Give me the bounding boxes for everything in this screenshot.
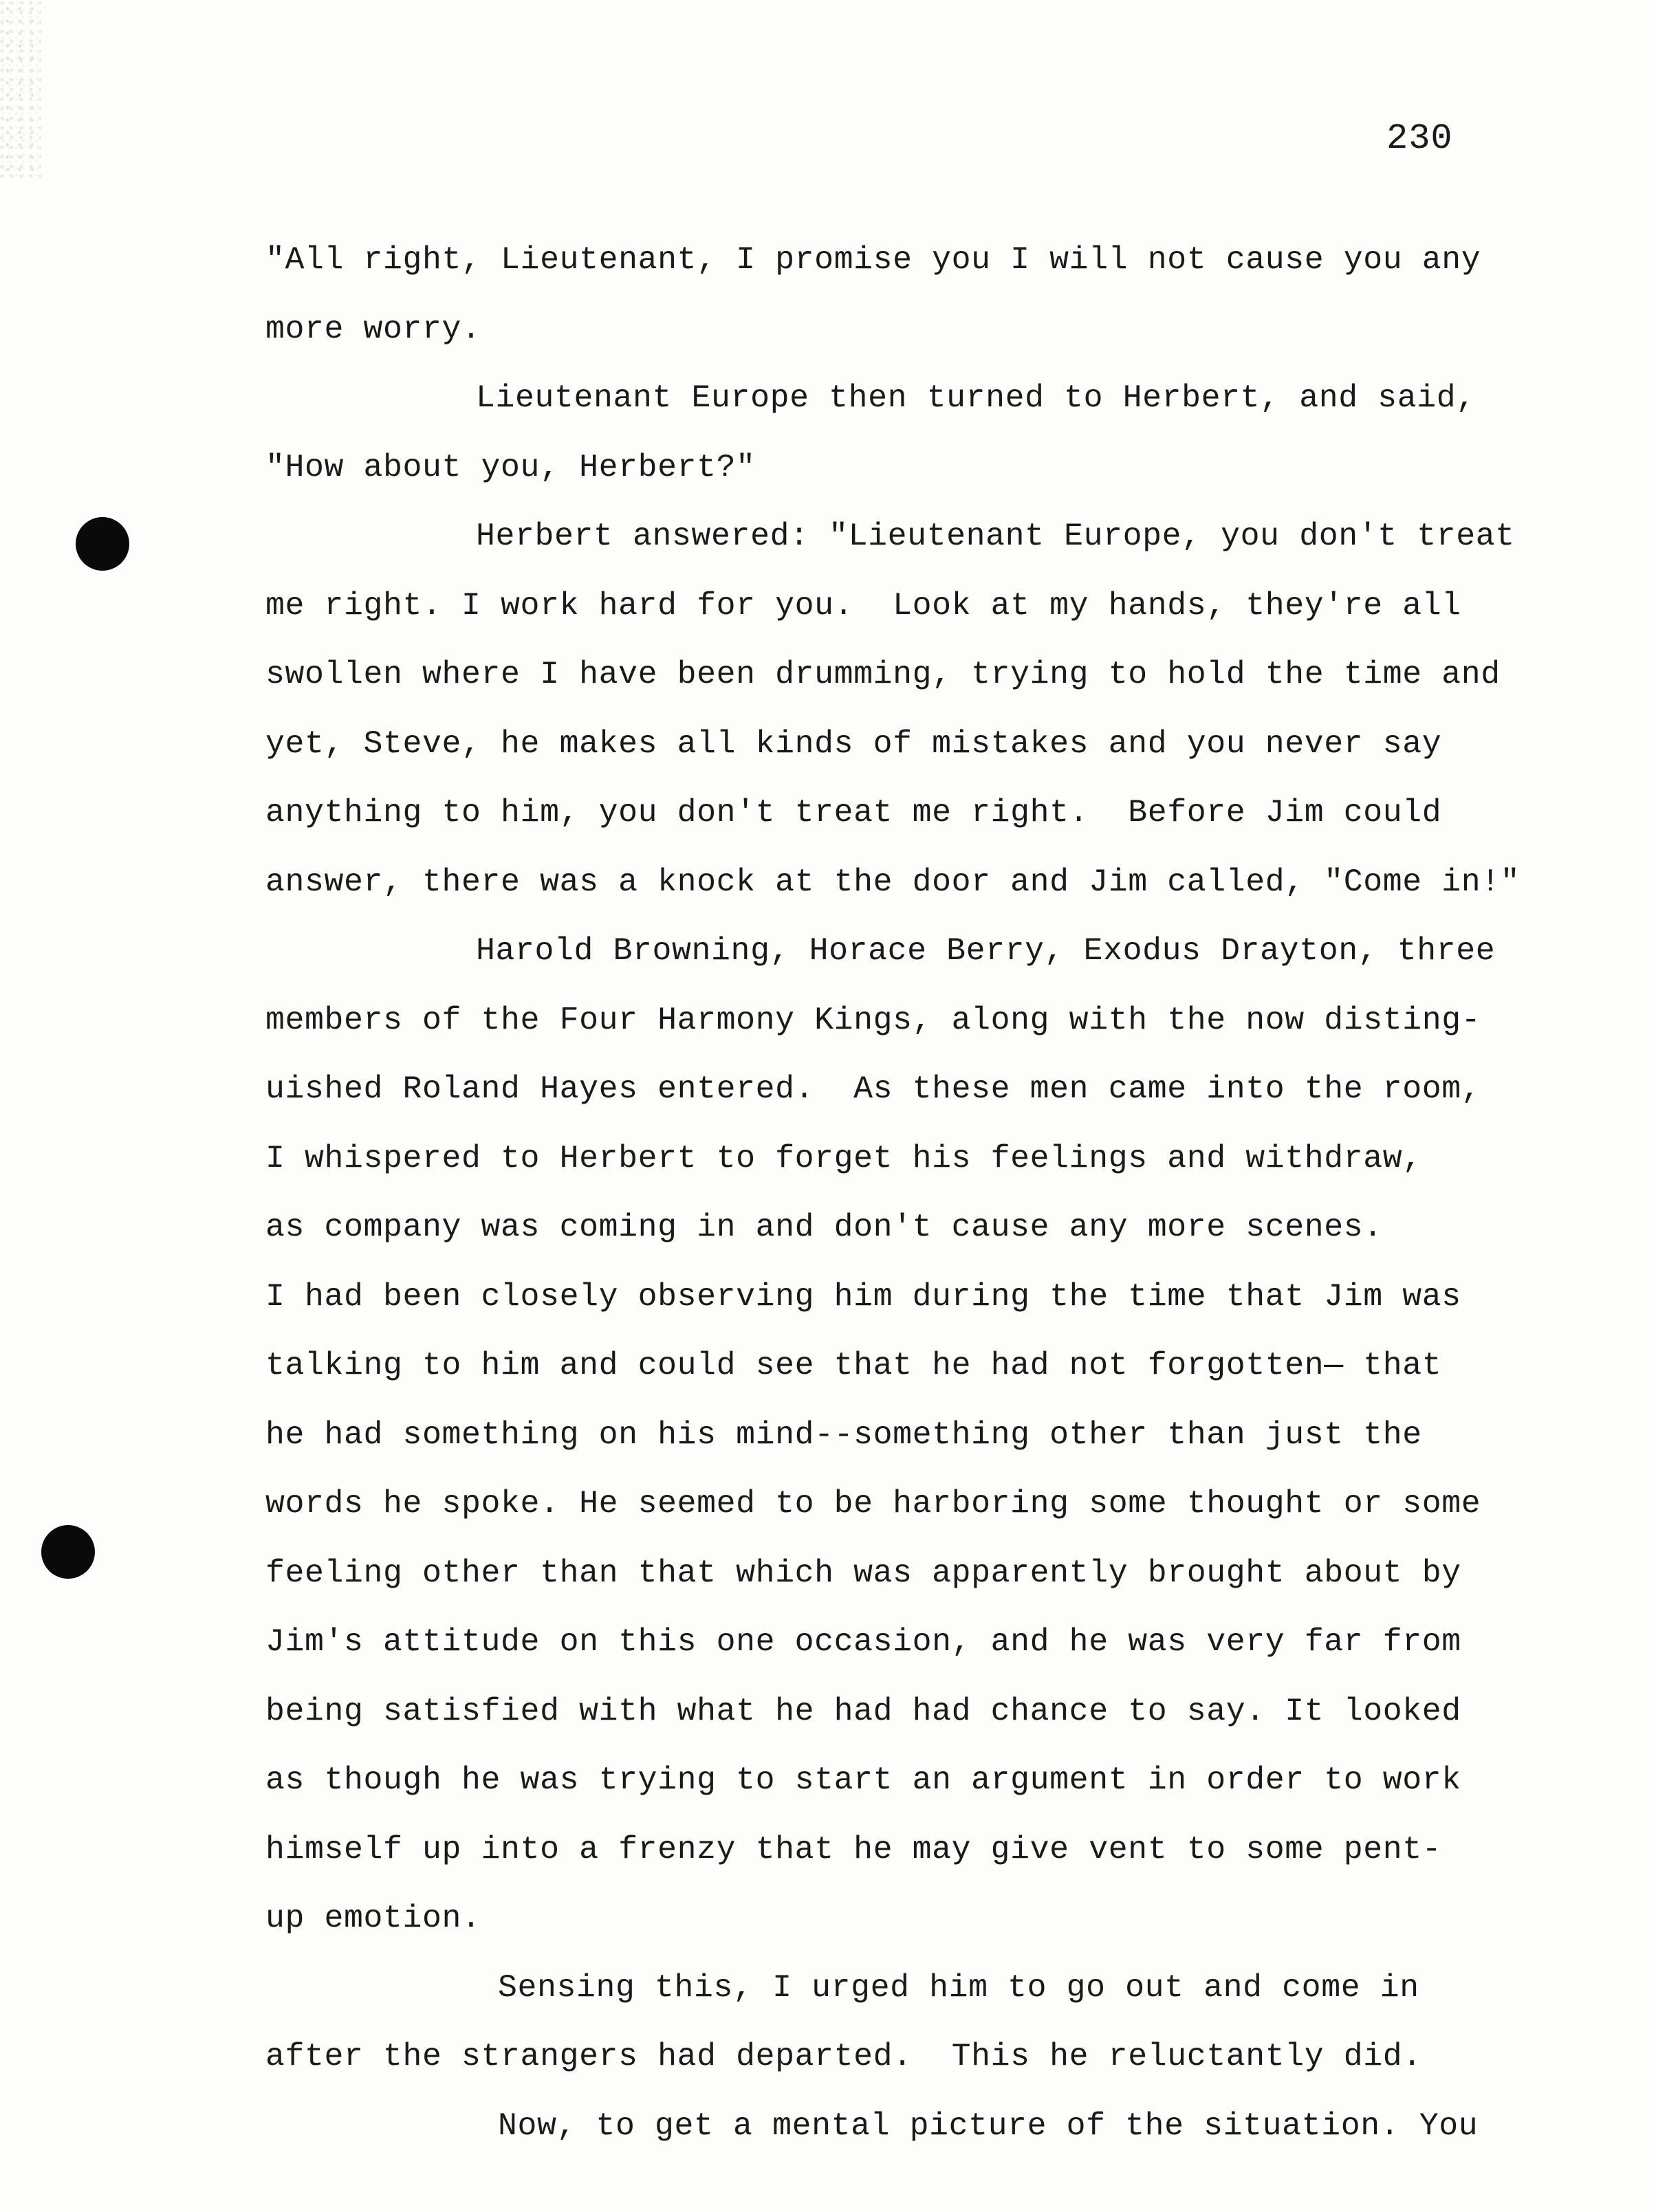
text-line: words he spoke. He seemed to be harboring some thought or some xyxy=(265,1485,1481,1522)
text-line: Herbert answered: "Lieutenant Europe, you don't treat xyxy=(476,518,1515,554)
text-line: "All right, Lieutenant, I promise you I will not cause you any xyxy=(265,241,1481,278)
punch-hole-top xyxy=(76,517,129,571)
text-line: being satisfied with what he had had chance to say. It looked xyxy=(265,1692,1461,1729)
text-line: feeling other than that which was apparently brought about by xyxy=(265,1554,1461,1591)
text-line: Lieutenant Europe then turned to Herbert, and said, xyxy=(476,380,1476,416)
text-line: swollen where I have been drumming, trying to hold the time and xyxy=(265,656,1501,692)
text-line: talking to him and could see that he had not forgotten— that xyxy=(265,1347,1442,1383)
text-line: I had been closely observing him during the time that Jim was xyxy=(265,1278,1461,1315)
text-line: as company was coming in and don't cause any more scenes. xyxy=(265,1209,1383,1245)
text-line: after the strangers had departed. This he reluctantly did. xyxy=(265,2038,1422,2074)
text-line: himself up into a frenzy that he may give vent to some pent- xyxy=(265,1830,1442,1868)
text-line: members of the Four Harmony Kings, along with the now disting- xyxy=(265,1001,1481,1038)
punch-hole-bottom xyxy=(41,1525,95,1579)
text-line: up emotion. xyxy=(265,1900,481,1936)
text-line: me right. I work hard for you. Look at my hands, they're all xyxy=(265,587,1461,624)
text-line: Harold Browning, Horace Berry, Exodus Drayton, three xyxy=(476,932,1496,969)
text-line: I whispered to Herbert to forget his feelings and withdraw, xyxy=(265,1139,1422,1176)
text-line: Jim's attitude on this one occasion, and he was very far from xyxy=(265,1623,1461,1660)
text-line: he had something on his mind--something other than just the xyxy=(265,1416,1422,1453)
page-number: 230 xyxy=(1386,118,1453,159)
typed-text-body xyxy=(265,226,1613,2160)
scan-speckle xyxy=(0,0,41,179)
text-line: anything to him, you don't treat me right. Before Jim could xyxy=(265,794,1442,831)
text-line: yet, Steve, he makes all kinds of mistakes and you never say xyxy=(265,725,1442,762)
text-line: as though he was trying to start an argument in order to work xyxy=(265,1762,1461,1798)
text-line: uished Roland Hayes entered. As these men came into the room, xyxy=(265,1071,1481,1107)
text-line: Now, to get a mental picture of the situation. You xyxy=(498,2107,1479,2144)
text-line: "How about you, Herbert?" xyxy=(265,448,756,485)
text-line: more worry. xyxy=(265,310,481,347)
text-line: Sensing this, I urged him to go out and come in xyxy=(498,1969,1419,2006)
text-line: answer, there was a knock at the door and Jim called, "Come in!" xyxy=(265,863,1521,900)
